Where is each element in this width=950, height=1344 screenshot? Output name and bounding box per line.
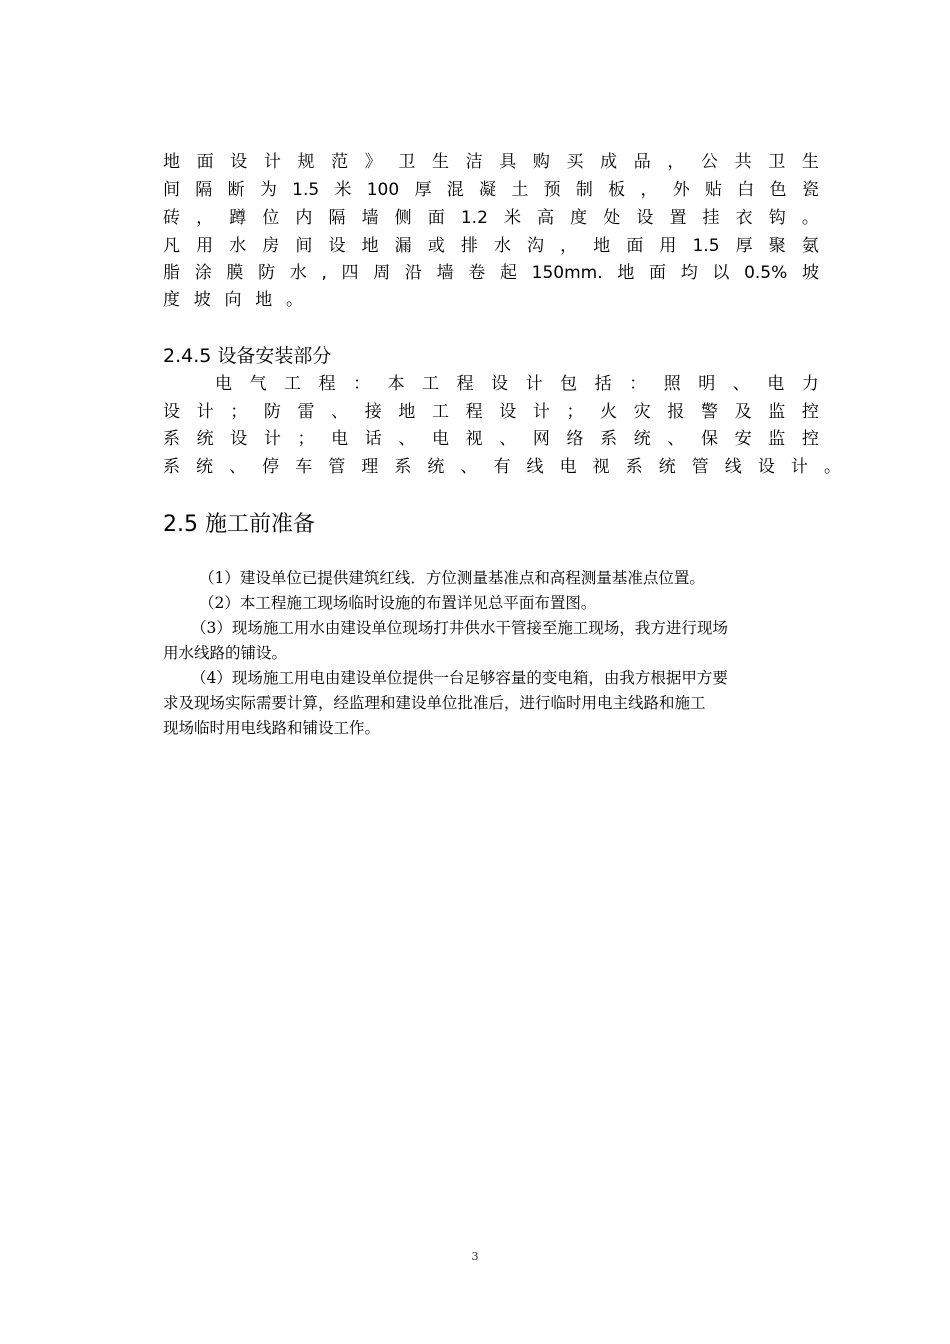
text-glyph: 米 [503,208,521,228]
prep-item-4-line-2: 求及现场实际需要计算，经监理和建设单位批准后，进行临时用电主线路和施工 [163,694,706,712]
text-glyph: 向 [224,290,242,310]
text-glyph: 设 [163,402,180,422]
text-glyph: 预 [543,180,561,200]
text-glyph: 混 [446,180,464,200]
text-glyph: 脂 [163,263,180,283]
text-glyph: 1.5 [292,180,320,200]
text-glyph: 计 [263,429,281,449]
text-glyph: 雷 [297,402,315,422]
text-glyph: 统 [196,429,214,449]
electrical-line-3 [163,425,819,453]
text-glyph: 设 [636,208,654,228]
text-glyph: 沿 [404,263,422,283]
text-glyph: 150mm. [531,263,603,283]
prep-item-4-line-3: 现场临时用电线路和铺设工作。 [163,719,381,737]
text-glyph: 包 [560,374,578,394]
text-glyph: 公 [701,152,718,172]
text-glyph: 话 [364,429,382,449]
text-glyph: 水 [493,236,511,256]
text-glyph: 墙 [361,208,379,228]
text-glyph: 品 [633,152,651,172]
text-glyph: 隔 [328,208,346,228]
text-glyph: ； [566,402,584,422]
text-glyph: 设 [230,429,248,449]
text-glyph: 地 [398,402,416,422]
text-glyph: ， [196,208,214,228]
text-glyph: 理 [361,457,379,477]
text-glyph: ， [640,180,658,200]
text-glyph: 间 [295,236,313,256]
text-glyph: 、 [229,457,247,477]
prep-item-2-line-1: （2）本工程施工现场临时设施的布置详见总平面布置图。 [199,594,597,612]
text-glyph: 隔 [195,180,213,200]
text-glyph: 米 [334,180,352,200]
text-glyph: 力 [801,374,819,394]
text-glyph: 具 [499,152,517,172]
text-glyph: 。 [823,457,841,477]
text-glyph: 。 [801,208,819,228]
text-glyph: 面 [427,208,445,228]
text-glyph: 明 [698,374,716,394]
sanitary-line-4 [163,232,819,260]
text-glyph: ； [230,402,248,422]
text-glyph: 或 [427,236,445,256]
text-glyph: 工 [284,374,302,394]
text-glyph: 用 [196,236,214,256]
text-glyph: 高 [537,208,555,228]
text-glyph: 地 [593,236,611,256]
text-glyph: ： [353,374,371,394]
text-glyph: 设 [491,374,509,394]
text-glyph: 、 [331,402,349,422]
text-glyph: 板 [608,180,626,200]
text-glyph: 保 [701,429,718,449]
text-glyph: 接 [364,402,382,422]
text-glyph: 线 [526,457,544,477]
text-glyph: 、 [460,457,478,477]
text-glyph: 起 [499,263,517,283]
text-glyph: 、 [398,429,416,449]
text-glyph: 气 [249,374,267,394]
text-glyph: 系 [394,457,412,477]
text-glyph: 照 [663,374,681,394]
text-glyph: 系 [600,429,618,449]
text-glyph: 衣 [735,208,753,228]
text-glyph: 地 [361,236,379,256]
text-glyph: ： [629,374,647,394]
text-glyph: 警 [701,402,718,422]
text-glyph: 地 [617,263,635,283]
text-glyph: 厚 [735,236,753,256]
text-glyph: 设 [328,236,346,256]
text-glyph: 周 [373,263,391,283]
text-glyph: 停 [262,457,280,477]
text-glyph: 贴 [705,180,722,200]
text-glyph: 安 [734,429,752,449]
text-glyph: 度 [163,290,180,310]
text-glyph: 坡 [193,290,211,310]
preparation-list [163,566,835,741]
text-glyph: 色 [769,180,787,200]
prep-item-4 [163,666,835,741]
text-glyph: 钩 [768,208,786,228]
text-glyph: 度 [570,208,588,228]
text-glyph: 电 [559,457,577,477]
text-glyph: 、 [732,374,750,394]
text-glyph: 工 [432,402,449,422]
text-glyph: 规 [297,152,315,172]
text-glyph: 系 [163,457,180,477]
sanitary-line-5 [163,259,819,287]
text-glyph: 凡 [163,236,180,256]
sanitary-line-6 [163,286,303,314]
text-glyph: 程 [465,402,483,422]
text-glyph: 内 [295,208,313,228]
text-glyph: 管 [328,457,346,477]
text-glyph: 。 [286,290,303,310]
text-glyph: 括 [594,374,612,394]
section-heading-2-4-5: 2.4.5 设备安装部分 [163,345,332,367]
prep-item-3-line-1: （3）现场施工用水由建设单位现场打井供水干管接至施工现场，我方进行现场 [191,619,728,637]
text-glyph: 火 [600,402,618,422]
text-glyph: 计 [790,457,808,477]
text-glyph: 100 [366,180,400,200]
text-glyph: 计 [196,402,214,422]
text-glyph: 电 [331,429,349,449]
text-glyph: 络 [566,429,584,449]
text-glyph: 电 [767,374,785,394]
text-glyph: 房 [262,236,280,256]
text-glyph: 计 [263,152,281,172]
text-glyph: 计 [525,374,543,394]
text-glyph: 坡 [801,263,819,283]
text-glyph: 控 [801,402,819,422]
text-glyph: 线 [724,457,742,477]
text-glyph: 系 [163,429,180,449]
text-glyph: 瓷 [801,180,819,200]
text-glyph: 及 [734,402,752,422]
text-glyph: 氨 [801,236,819,256]
text-glyph: 水 [289,263,307,283]
text-glyph: 漏 [394,236,412,256]
text-glyph: 电 [432,429,449,449]
text-glyph: 监 [768,429,786,449]
text-glyph: 排 [460,236,478,256]
text-glyph: 处 [603,208,621,228]
text-glyph: 设 [757,457,775,477]
text-glyph: 以 [712,263,730,283]
text-glyph: 防 [258,263,276,283]
text-glyph: 水 [229,236,247,256]
text-glyph: 车 [295,457,313,477]
text-glyph: 置 [669,208,687,228]
text-glyph: 聚 [768,236,786,256]
electrical-line-4 [163,453,841,481]
text-glyph: 视 [592,457,610,477]
text-glyph: 面 [196,152,214,172]
text-glyph: 》 [364,152,382,172]
text-glyph: 系 [625,457,643,477]
text-glyph: 凝 [479,180,497,200]
text-glyph: 电 [215,374,232,394]
text-glyph: 工 [422,374,440,394]
prep-item-2 [163,591,835,616]
prep-item-1-line-1: （1）建设单位已提供建筑红线．方位测量基准点和高程测量基准点位置。 [199,569,705,587]
text-glyph: 面 [626,236,644,256]
text-glyph: 用 [659,236,677,256]
text-glyph: 土 [511,180,529,200]
text-glyph: 灾 [633,402,651,422]
text-glyph: 地 [163,152,180,172]
page-number: 3 [471,1250,479,1263]
text-glyph: 卫 [398,152,416,172]
text-glyph: 控 [801,429,819,449]
text-glyph: 统 [633,429,651,449]
text-glyph: 、 [499,429,517,449]
text-glyph: 网 [532,429,550,449]
text-glyph: 报 [667,402,685,422]
text-glyph: 面 [649,263,667,283]
text-glyph: 设 [499,402,517,422]
text-glyph: 制 [575,180,593,200]
text-glyph: 购 [532,152,550,172]
prep-item-1 [163,566,835,591]
text-glyph: 统 [427,457,445,477]
section-heading-2-5: 2.5 施工前准备 [163,512,315,537]
text-glyph: 四 [341,263,359,283]
text-glyph: 统 [658,457,676,477]
text-glyph: 位 [262,208,280,228]
text-glyph: 计 [532,402,550,422]
text-glyph: 涂 [194,263,212,283]
electrical-line-2 [163,398,819,426]
sanitary-line-3 [163,204,819,232]
text-glyph: 1.2 [460,208,488,228]
text-glyph: 本 [387,374,405,394]
text-glyph: 为 [259,180,277,200]
text-glyph: 统 [196,457,214,477]
prep-item-3-line-2: 用水线路的铺设。 [163,644,288,662]
text-glyph: ， [667,152,685,172]
text-glyph: 断 [227,180,245,200]
text-glyph: 程 [456,374,474,394]
text-glyph: 共 [734,152,752,172]
text-glyph: 白 [737,180,755,200]
sanitary-line-2 [163,176,819,204]
text-glyph: 砖 [163,208,180,228]
text-glyph: 监 [768,402,786,422]
text-glyph: 设 [230,152,248,172]
text-glyph: 1.5 [692,236,720,256]
text-glyph: 防 [263,402,281,422]
text-glyph: 生 [801,152,819,172]
text-glyph: 地 [255,290,273,310]
text-glyph: 成 [600,152,618,172]
text-glyph: 侧 [394,208,412,228]
text-glyph: 均 [680,263,698,283]
text-glyph: 视 [465,429,483,449]
text-glyph: , [321,263,327,283]
text-glyph: 、 [667,429,685,449]
sanitary-line-1 [163,148,819,176]
text-glyph: 买 [566,152,584,172]
text-glyph: 间 [163,180,180,200]
text-glyph: 墙 [436,263,454,283]
text-glyph: 挂 [702,208,720,228]
text-glyph: 管 [691,457,709,477]
text-glyph: 洁 [465,152,483,172]
text-glyph: 沟 [527,236,545,256]
text-glyph: 生 [432,152,449,172]
text-glyph: 有 [493,457,511,477]
text-glyph: 卫 [768,152,786,172]
text-glyph: 0.5% [744,263,788,283]
text-glyph: 范 [331,152,349,172]
text-glyph: 程 [318,374,336,394]
text-glyph: 外 [672,180,690,200]
text-glyph: ； [297,429,315,449]
prep-item-3 [163,616,835,666]
electrical-line-1 [215,370,819,398]
text-glyph: 蹲 [229,208,247,228]
text-glyph: 卷 [468,263,486,283]
text-glyph: 厚 [414,180,432,200]
text-glyph: 膜 [226,263,244,283]
prep-item-4-line-1: （4）现场施工用电由建设单位提供一台足够容量的变电箱，由我方根据甲方要 [191,669,728,687]
text-glyph: ， [560,236,578,256]
